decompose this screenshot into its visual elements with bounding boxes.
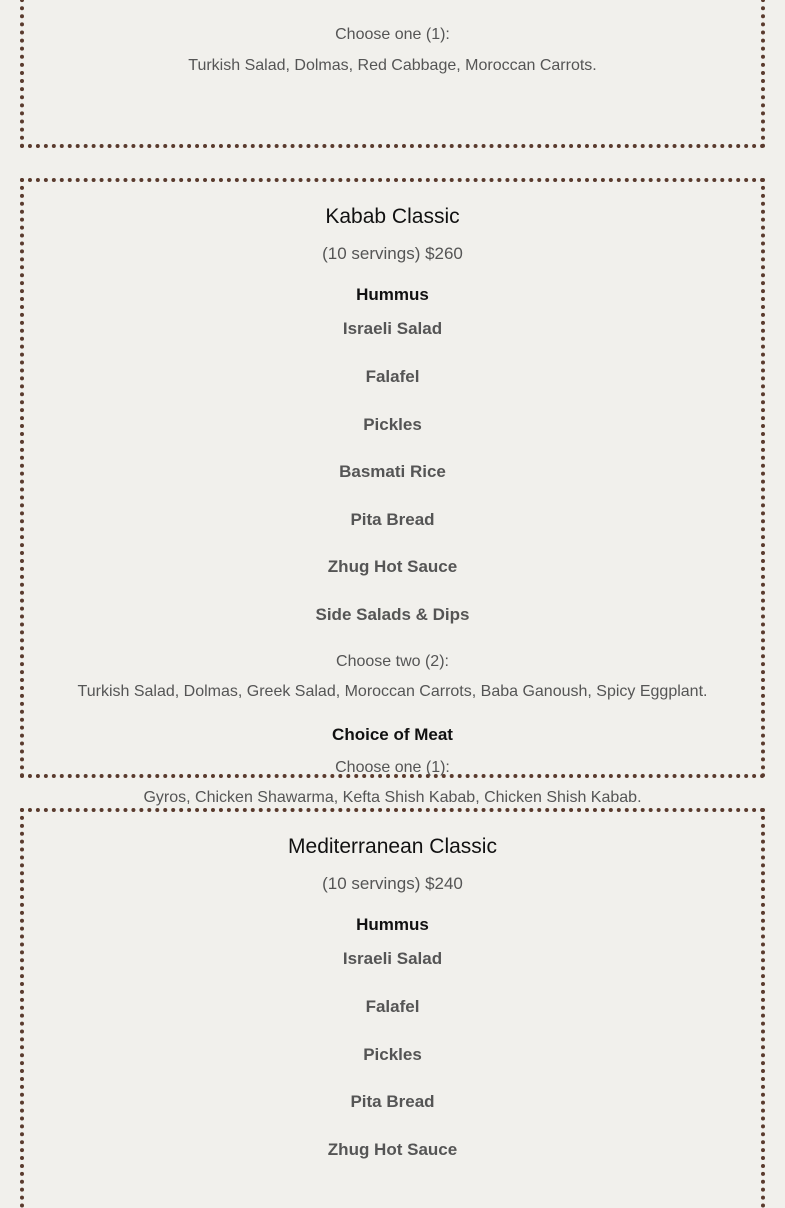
hummus-heading: Hummus [356, 915, 429, 934]
menu-item: Zhug Hot Sauce [327, 557, 458, 576]
package-title: Mediterranean Classic [288, 835, 497, 858]
menu-item: Basmati Rice [339, 462, 446, 481]
package-price: (10 servings) $260 [322, 244, 463, 263]
package-title: Kabab Classic [325, 205, 460, 228]
menu-item: Pickles [363, 415, 422, 434]
meat-choose-text: Choose one (1): [335, 759, 450, 776]
menu-item: Israeli Salad [342, 319, 443, 338]
choose-count-text: Choose one (1): [335, 26, 450, 43]
options-text: Turkish Salad, Dolmas, Red Cabbage, Moroccan Carrots. [188, 57, 597, 74]
menu-item: Side Salads & Dips [315, 605, 470, 624]
meat-options-text: Gyros, Chicken Shawarma, Kefta Shish Kabab, Chicken Shish Kabab. [143, 789, 642, 806]
hummus-heading: Hummus [356, 285, 429, 304]
menu-item: Zhug Hot Sauce [327, 1140, 458, 1159]
menu-item: Falafel [365, 997, 420, 1016]
sides-choose-text: Choose two (2): [336, 653, 449, 670]
menu-item: Pita Bread [350, 510, 435, 529]
menu-item: Pita Bread [350, 1092, 435, 1111]
sides-options-text: Turkish Salad, Dolmas, Greek Salad, Moroccan Carrots, Baba Ganoush, Spicy Eggplant. [77, 683, 708, 700]
menu-item: Israeli Salad [342, 949, 443, 968]
meat-heading: Choice of Meat [332, 725, 453, 744]
menu-item: Pickles [363, 1045, 422, 1064]
menu-item: Falafel [365, 367, 420, 386]
package-price: (10 servings) $240 [322, 874, 463, 893]
